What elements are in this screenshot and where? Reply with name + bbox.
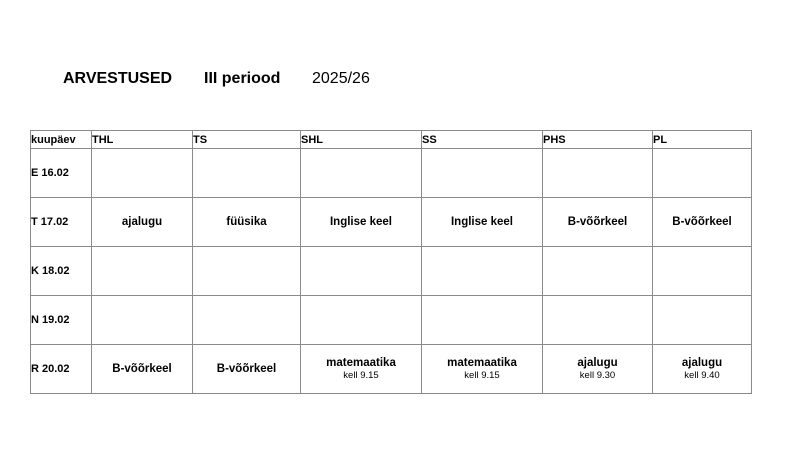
schedule-cell [301,247,422,296]
schedule-cell [301,149,422,198]
subject-label: füüsika [226,216,267,228]
period-label: III periood [204,70,281,87]
column-header-class: SS [422,131,543,149]
header-row [31,131,752,149]
schedule-cell [193,247,301,296]
subject-label: B-võõrkeel [672,216,732,228]
schedule-cell [653,247,752,296]
schedule-cell [193,149,301,198]
schedule-cell [543,149,653,198]
schedule-cell [543,345,653,394]
schedule-cell [543,247,653,296]
schedule-cell [92,198,193,247]
schedule-cell [193,198,301,247]
subject-label: ajalugu [121,216,163,228]
schedule-cell [422,247,543,296]
schedule-cell [653,345,752,394]
time-label: kell 9.40 [684,370,720,381]
time-label: kell 9.15 [343,370,379,381]
schedule-cell [92,149,193,198]
assessment-schedule-table [30,130,752,394]
date-cell: E 16.02 [31,149,92,198]
schedule-cell [653,296,752,345]
schedule-cell [543,198,653,247]
document-header [0,68,789,90]
schedule-cell [193,296,301,345]
column-header-class: PL [653,131,752,149]
table-row [31,296,752,345]
column-header-class: SHL [301,131,422,149]
table-row [31,345,752,394]
subject-label: matemaatika [447,357,517,369]
subject-label: B-võõrkeel [567,216,628,228]
subject-label: matemaatika [326,357,396,369]
column-header-class: THL [92,131,193,149]
date-cell: R 20.02 [31,345,92,394]
schedule-cell [653,149,752,198]
table-row [31,149,752,198]
schedule-cell [543,296,653,345]
schedule-cell [301,198,422,247]
subject-label: Inglise keel [450,216,513,228]
schedule-cell [422,345,543,394]
schedule-cell [193,345,301,394]
schedule-cell [653,198,752,247]
subject-label: Inglise keel [329,216,392,228]
schedule-cell [92,296,193,345]
table-row [31,247,752,296]
schedule-cell [92,345,193,394]
subject-label: B-võõrkeel [216,363,277,375]
date-cell: K 18.02 [31,247,92,296]
school-year: 2025/26 [312,70,370,87]
schedule-cell [422,296,543,345]
date-cell: N 19.02 [31,296,92,345]
subject-label: ajalugu [681,357,723,369]
column-header-date: kuupäev [31,131,92,149]
time-label: kell 9.30 [579,370,616,381]
time-label: kell 9.15 [464,370,500,381]
document-title: ARVESTUSED [63,70,173,87]
subject-label: ajalugu [577,357,618,369]
subject-label: B-võõrkeel [112,363,172,375]
column-header-class: PHS [543,131,653,149]
schedule-cell [422,198,543,247]
table-row [31,198,752,247]
column-header-class: TS [193,131,301,149]
schedule-cell [422,149,543,198]
schedule-cell [301,296,422,345]
date-cell: T 17.02 [31,198,92,247]
schedule-cell [92,247,193,296]
schedule-cell [301,345,422,394]
